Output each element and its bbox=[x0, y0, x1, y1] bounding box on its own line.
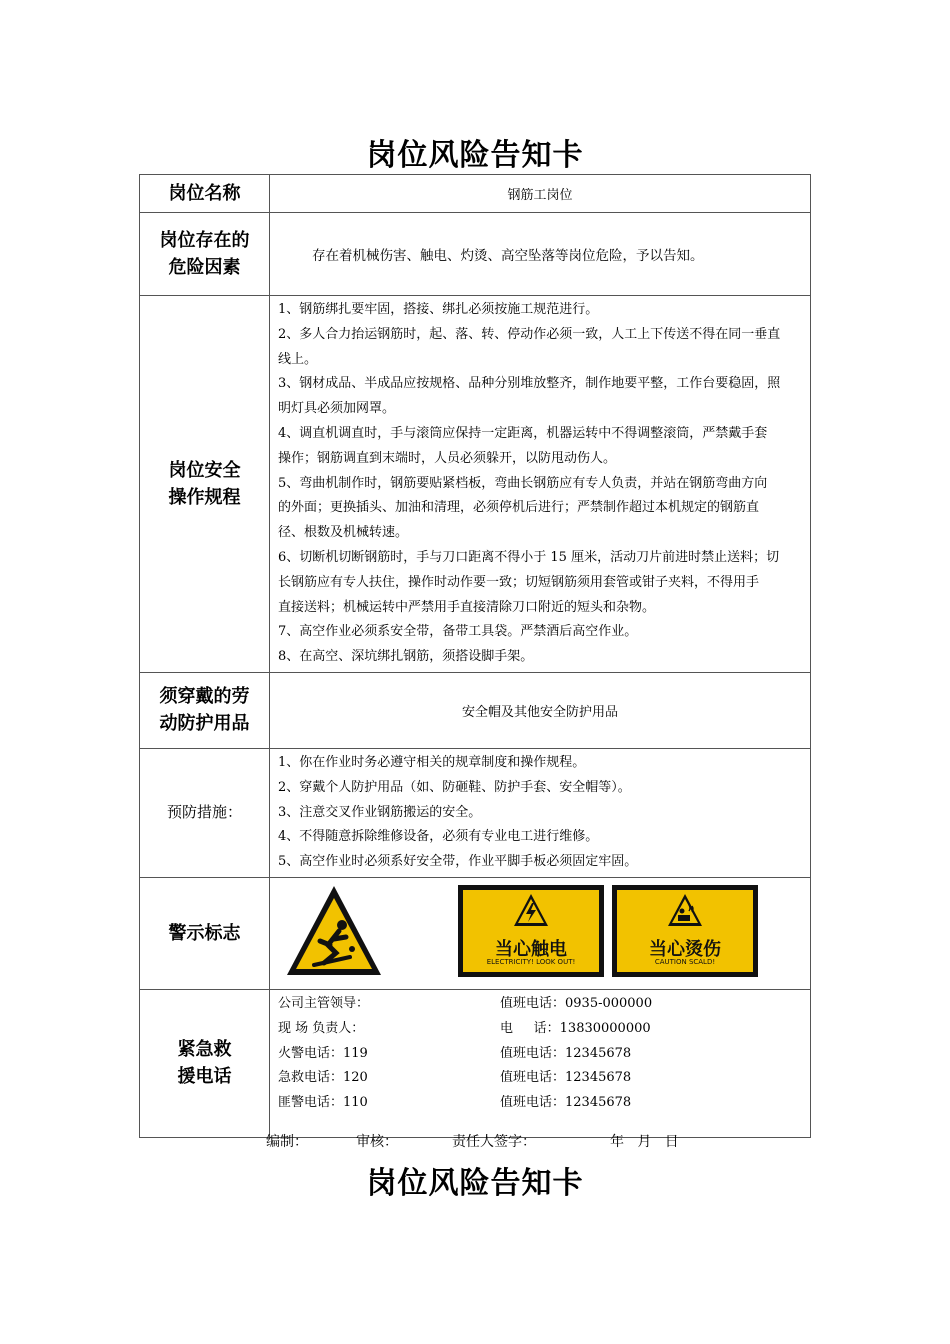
row-prevention bbox=[140, 748, 811, 877]
electric-shock-title: 当心触电 bbox=[495, 939, 567, 961]
hazards-label-line1: 岗位存在的 bbox=[159, 230, 250, 251]
hazards-label bbox=[140, 213, 270, 296]
fall-warning-icon bbox=[284, 883, 384, 979]
rules-label bbox=[140, 296, 270, 673]
scald-subtitle: CAUTION SCALD! bbox=[654, 958, 716, 967]
page-title: 岗位风险告知卡 bbox=[366, 138, 584, 173]
ppe-label bbox=[140, 672, 270, 748]
rule-line: 操作；钢筋调直到末端时，人员必须躲开，以防甩动伤人。 bbox=[278, 450, 617, 466]
signs-label: 警示标志 bbox=[140, 877, 270, 989]
prevention-list bbox=[270, 748, 811, 877]
post-name-label: 岗位名称 bbox=[140, 175, 270, 213]
hazards-value: 存在着机械伤害、触电、灼烫、高空坠落等岗位危险，予以告知。 bbox=[270, 213, 811, 296]
prevention-line: 1、你在作业时务必遵守相关的规章制度和操作规程。 bbox=[278, 754, 586, 770]
row-emergency bbox=[140, 989, 811, 1137]
contact-row bbox=[278, 1017, 804, 1042]
scald-icon bbox=[667, 893, 703, 927]
emergency-label-line1: 紧急救 bbox=[177, 1039, 232, 1061]
date-label: 年 月 日 bbox=[610, 1134, 679, 1150]
rule-line: 明灯具必须加网罩。 bbox=[278, 401, 396, 417]
rule-line: 3、钢材成品、半成品应按规格、品种分别堆放整齐，制作地要平整，工作台要稳固，照 bbox=[278, 376, 781, 392]
reviewed-label: 审核： bbox=[356, 1134, 398, 1150]
contact-row bbox=[278, 1042, 804, 1067]
rule-line: 的外面；更换插头、加油和清理，必须停机后进行；严禁制作超过本机规定的钢筋直 bbox=[278, 500, 760, 516]
contact-left: 公司主管领导： bbox=[278, 995, 370, 1011]
ppe-label-line1: 须穿戴的劳 bbox=[159, 686, 250, 708]
compiled-label: 编制： bbox=[266, 1134, 308, 1150]
prevention-line: 4、不得随意拆除维修设备，必须有专业电工进行维修。 bbox=[278, 829, 599, 845]
rule-line: 8、在高空、深坑绑扎钢筋，须搭设脚手架。 bbox=[278, 649, 534, 665]
emergency-label bbox=[140, 989, 270, 1137]
scald-title: 当心烫伤 bbox=[649, 939, 721, 961]
rule-line: 长钢筋应有专人扶住，操作时动作要一致；切短钢筋须用套管或钳子夹料，不得用手 bbox=[278, 574, 760, 590]
rule-line: 6、切断机切断钢筋时，手与刀口距离不得小于 15 厘米，活动刀片前进时禁止送料；切 bbox=[278, 549, 780, 565]
rule-line: 径、根数及机械转速。 bbox=[278, 525, 409, 541]
contact-row bbox=[278, 1066, 804, 1091]
prevention-line: 3、注意交叉作业钢筋搬运的安全。 bbox=[278, 804, 482, 820]
row-rules bbox=[140, 296, 811, 673]
contact-row bbox=[278, 992, 804, 1017]
rule-line: 7、高空作业必须系安全带，备带工具袋。严禁酒后高空作业。 bbox=[278, 624, 638, 640]
rule-line: 5、弯曲机制作时，钢筋要贴紧档板，弯曲长钢筋应有专人负责，并站在钢筋弯曲方向 bbox=[278, 475, 768, 491]
ppe-label-line2: 动防护用品 bbox=[159, 713, 250, 735]
contact-left: 现 场 负责人： bbox=[278, 1020, 365, 1036]
electric-shock-subtitle: ELECTRICITY! LOOK OUT! bbox=[486, 958, 576, 967]
contact-row bbox=[278, 1091, 804, 1116]
signs-strip bbox=[270, 879, 810, 987]
emergency-contacts bbox=[270, 989, 811, 1137]
prevention-line: 5、高空作业时必须系好安全带，作业平脚手板必须固定牢固。 bbox=[278, 854, 638, 870]
emergency-label-line2: 援电话 bbox=[177, 1066, 232, 1088]
responsible-label: 责任人签字： bbox=[452, 1134, 536, 1150]
row-post-name bbox=[140, 175, 811, 213]
electric-shock-sign bbox=[458, 885, 604, 977]
post-name-value: 钢筋工岗位 bbox=[270, 175, 811, 213]
row-ppe bbox=[140, 672, 811, 748]
rule-line: 线上。 bbox=[278, 351, 318, 367]
prevention-line: 2、穿戴个人防护用品（如、防砸鞋、防护手套、安全帽等）。 bbox=[278, 779, 631, 795]
contact-right: 值班电话：12345678 bbox=[500, 1070, 632, 1086]
contact-right: 值班电话：12345678 bbox=[500, 1095, 632, 1111]
rules-label-line1: 岗位安全 bbox=[168, 459, 241, 481]
rule-line: 2、多人合力抬运钢筋时，起、落、转、停动作必须一致，人工上下传送不得在同一垂直 bbox=[278, 326, 781, 342]
rules-label-line2: 操作规程 bbox=[168, 486, 241, 508]
ppe-value: 安全帽及其他安全防护用品 bbox=[270, 672, 811, 748]
hazards-label-line2: 危险因素 bbox=[168, 257, 241, 278]
scald-sign bbox=[612, 885, 758, 977]
electric-shock-icon bbox=[513, 893, 549, 927]
prevention-label: 预防措施： bbox=[140, 748, 270, 877]
risk-card-table bbox=[139, 174, 811, 1138]
contact-right: 值班电话：12345678 bbox=[500, 1045, 632, 1061]
contact-left: 急救电话：120 bbox=[278, 1070, 368, 1086]
page-title-next: 岗位风险告知卡 bbox=[366, 1166, 584, 1201]
contact-right: 电 话：13830000000 bbox=[500, 1020, 651, 1036]
signs-cell bbox=[270, 877, 811, 989]
rule-line: 1、钢筋绑扎要牢固，搭接、绑扎必须按施工规范进行。 bbox=[278, 302, 599, 317]
contact-right: 值班电话：0935-000000 bbox=[500, 995, 653, 1011]
signature-footer bbox=[266, 1131, 679, 1151]
rules-list bbox=[270, 296, 811, 673]
contact-left: 火警电话：119 bbox=[278, 1045, 368, 1061]
row-signs bbox=[140, 877, 811, 989]
row-hazards bbox=[140, 213, 811, 296]
rule-line: 4、调直机调直时，手与滚筒应保持一定距离，机器运转中不得调整滚筒，严禁戴手套 bbox=[278, 425, 768, 441]
contact-left: 匪警电话：110 bbox=[278, 1095, 368, 1111]
rule-line: 直接送料；机械运转中严禁用手直接清除刀口附近的短头和杂物。 bbox=[278, 599, 656, 615]
